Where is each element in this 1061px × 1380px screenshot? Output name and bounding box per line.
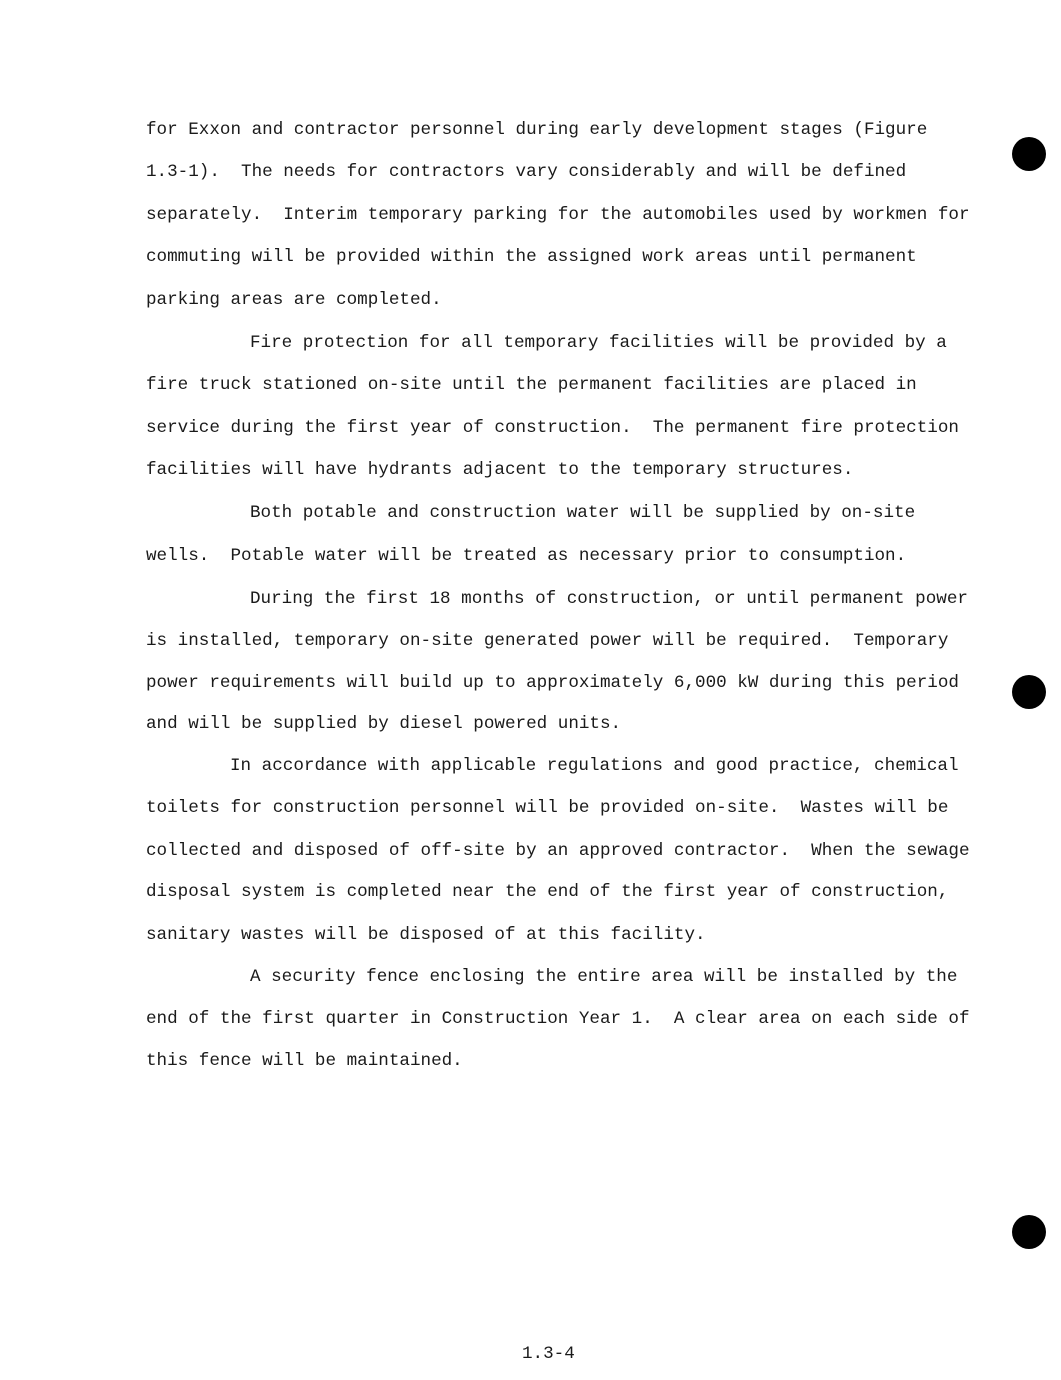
text-line: is installed, temporary on-site generated power will be required. Temporary xyxy=(146,631,949,651)
binder-hole xyxy=(1012,137,1046,171)
text-line: parking areas are completed. xyxy=(146,290,442,310)
text-line: separately. Interim temporary parking for the automobiles used by workmen for xyxy=(146,205,970,225)
text-line: Fire protection for all temporary facilities will be provided by a xyxy=(250,333,947,353)
text-line: facilities will have hydrants adjacent to the temporary structures. xyxy=(146,460,854,480)
text-line: sanitary wastes will be disposed of at this facility. xyxy=(146,925,706,945)
text-line: end of the first quarter in Construction Year 1. A clear area on each side of xyxy=(146,1009,970,1029)
text-line: commuting will be provided within the assigned work areas until permanent xyxy=(146,247,917,267)
text-line: disposal system is completed near the end of the first year of construction, xyxy=(146,882,949,902)
text-line: for Exxon and contractor personnel during early development stages (Figure xyxy=(146,120,928,140)
binder-hole xyxy=(1012,1215,1046,1249)
text-line: collected and disposed of off-site by an approved contractor. When the sewage xyxy=(146,841,970,861)
text-line: A security fence enclosing the entire area will be installed by the xyxy=(250,967,958,987)
page-number: 1.3-4 xyxy=(522,1344,575,1364)
text-line: and will be supplied by diesel powered units. xyxy=(146,714,622,734)
text-line: 1.3-1). The needs for contractors vary considerably and will be defined xyxy=(146,162,907,182)
text-line: In accordance with applicable regulations and good practice, chemical xyxy=(230,756,959,776)
text-line: this fence will be maintained. xyxy=(146,1051,463,1071)
text-line: fire truck stationed on-site until the permanent facilities are placed in xyxy=(146,375,917,395)
binder-hole xyxy=(1012,675,1046,709)
text-line: power requirements will build up to approximately 6,000 kW during this period xyxy=(146,673,959,693)
text-line: During the first 18 months of construction, or until permanent power xyxy=(250,589,968,609)
text-line: Both potable and construction water will be supplied by on-site xyxy=(250,503,916,523)
text-line: wells. Potable water will be treated as necessary prior to consumption. xyxy=(146,546,907,566)
text-line: toilets for construction personnel will be provided on-site. Wastes will be xyxy=(146,798,949,818)
text-line: service during the first year of construction. The permanent fire protection xyxy=(146,418,959,438)
